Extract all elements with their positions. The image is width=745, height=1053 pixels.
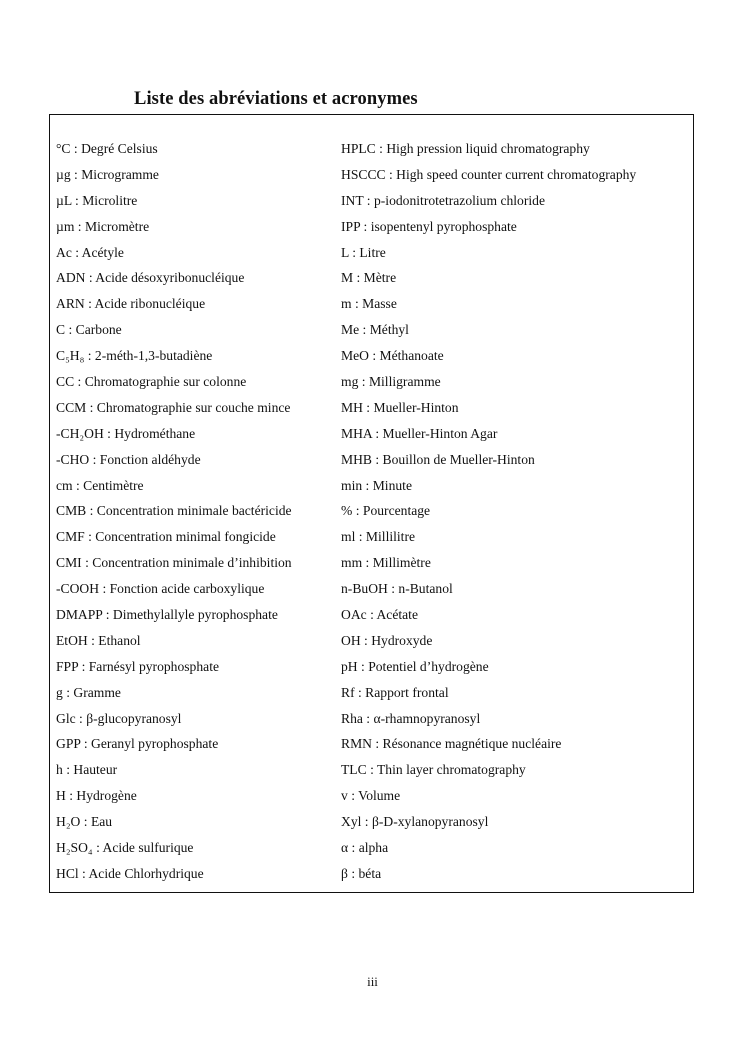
abbreviation-entry: mm : Millimètre <box>341 555 431 571</box>
abbreviation-entry: cm : Centimètre <box>56 477 144 493</box>
abbreviation-entry: OAc : Acétate <box>341 607 418 623</box>
abbreviation-entry: v : Volume <box>341 788 401 804</box>
abbreviation-entry: ARN : Acide ribonucléique <box>56 296 206 312</box>
abbreviation-entry: -CH₂OH : Hydrométhane <box>56 425 196 441</box>
abbreviation-entry: HCl : Acide Chlorhydrique <box>56 865 204 881</box>
abbreviation-entry: M : Mètre <box>341 270 397 286</box>
abbreviation-entry: CMF : Concentration minimal fongicide <box>56 529 276 545</box>
abbreviation-entry: FPP : Farnésyl pyrophosphate <box>56 658 219 674</box>
abbreviation-entry: ml : Millilitre <box>341 529 416 545</box>
abbreviation-entry: β : béta <box>341 865 382 881</box>
abbreviation-entry: µg : Microgramme <box>56 166 159 182</box>
right-abbreviation-column <box>341 136 691 887</box>
abbreviation-entry: C : Carbone <box>56 322 122 338</box>
abbreviation-entry: -CHO : Fonction aldéhyde <box>56 451 201 467</box>
abbreviation-entry: Rha : α-rhamnopyranosyl <box>341 710 481 726</box>
abbreviation-entry: mg : Milligramme <box>341 374 441 390</box>
abbreviation-entry: DMAPP : Dimethylallyle pyrophosphate <box>56 607 278 623</box>
abbreviation-entry: MHB : Bouillon de Mueller-Hinton <box>341 451 535 467</box>
abbreviation-entry: HPLC : High pression liquid chromatography <box>341 141 590 156</box>
abbreviation-entry: RMN : Résonance magnétique nucléaire <box>341 736 562 752</box>
abbreviation-entry: -COOH : Fonction acide carboxylique <box>56 581 265 597</box>
abbreviation-entry: % : Pourcentage <box>341 503 431 519</box>
left-abbreviation-column <box>56 136 338 887</box>
abbreviation-entry: Glc : β-glucopyranosyl <box>56 710 182 726</box>
abbreviation-entry: MH : Mueller-Hinton <box>341 399 459 415</box>
abbreviation-entry: L : Litre <box>341 244 386 260</box>
abbreviation-entry: OH : Hydroxyde <box>341 632 433 648</box>
abbreviation-entry: ADN : Acide désoxyribonucléique <box>56 270 245 286</box>
abbreviation-entry: n-BuOH : n-Butanol <box>341 581 453 597</box>
abbreviation-entry: EtOH : Ethanol <box>56 632 141 648</box>
page-number: iii <box>367 974 378 989</box>
abbreviation-entry: µm : Micromètre <box>56 218 150 234</box>
abbreviation-entry: MeO : Méthanoate <box>341 348 444 364</box>
abbreviation-entry: CMB : Concentration minimale bactéricide <box>56 503 292 519</box>
abbreviation-entry: g : Gramme <box>56 684 121 700</box>
abbreviation-entry: H₂O : Eau <box>56 814 113 830</box>
abbreviation-entry: CC : Chromatographie sur colonne <box>56 374 247 390</box>
abbreviation-entry: Ac : Acétyle <box>56 244 124 260</box>
abbreviation-entry: H : Hydrogène <box>56 788 137 804</box>
abbreviation-entry: Me : Méthyl <box>341 322 409 338</box>
abbreviation-entry: IPP : isopentenyl pyrophosphate <box>341 218 517 234</box>
abbreviation-entry: C₅H₈ : 2-méth-1,3-butadiène <box>56 348 213 364</box>
abbreviation-entry: m : Masse <box>341 296 397 312</box>
abbreviation-entry: µL : Microlitre <box>56 192 138 208</box>
abbreviation-entry: Xyl : β-D-xylanopyranosyl <box>341 814 489 830</box>
abbreviation-entry: TLC : Thin layer chromatography <box>341 762 526 778</box>
abbreviation-entry: pH : Potentiel d’hydrogène <box>341 658 489 674</box>
abbreviation-entry: Rf : Rapport frontal <box>341 684 449 700</box>
abbreviation-entry: CMI : Concentration minimale d’inhibition <box>56 555 292 571</box>
abbreviation-entry: INT : p-iodonitrotetrazolium chloride <box>341 192 545 208</box>
abbreviation-entry: h : Hauteur <box>56 762 118 778</box>
abbreviation-entry: GPP : Geranyl pyrophosphate <box>56 736 219 752</box>
abbreviation-entry: CCM : Chromatographie sur couche mince <box>56 399 291 415</box>
abbreviation-entry: min : Minute <box>341 477 412 493</box>
abbreviation-entry: α : alpha <box>341 840 389 856</box>
abbreviation-entry: °C : Degré Celsius <box>56 141 158 156</box>
abbreviation-entry: H₂SO₄ : Acide sulfurique <box>56 840 194 856</box>
abbreviation-entry: MHA : Mueller-Hinton Agar <box>341 425 498 441</box>
page-title: Liste des abréviations et acronymes <box>134 89 418 109</box>
abbreviation-entry: HSCCC : High speed counter current chromatography <box>341 166 637 182</box>
